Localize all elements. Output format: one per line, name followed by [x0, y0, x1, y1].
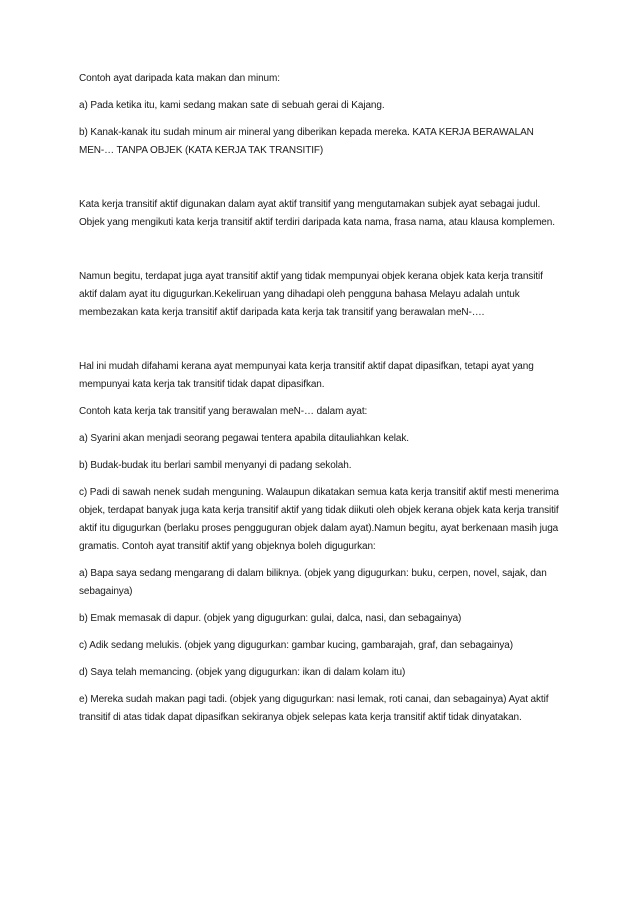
paragraph: e) Mereka sudah makan pagi tadi. (objek yang digugurkan: nasi lemak, roti canai, dan sebagainya) Ayat aktif transitif di atas tidak dapat dipasifkan sekiranya objek selepas kata kerja transitif aktif tidak dinyatakan. [79, 694, 549, 723]
paragraph: b) Emak memasak di dapur. (objek yang digugurkan: gulai, dalca, nasi, dan sebagainya) [79, 613, 462, 624]
paragraph: Hal ini mudah difahami kerana ayat mempunyai kata kerja transitif aktif dapat dipasifkan, tetapi ayat yang mempunyai kata kerja tak transitif tidak dapat dipasifkan. [79, 361, 534, 390]
paragraph: b) Kanak-kanak itu sudah minum air mineral yang diberikan kepada mereka. KATA KERJA BERAWALAN MEN-… TANPA OBJEK (KATA KERJA TAK TRANSITIF) [79, 127, 534, 156]
paragraph: Contoh kata kerja tak transitif yang berawalan meN-… dalam ayat: [79, 406, 368, 417]
paragraph: a) Bapa saya sedang mengarang di dalam biliknya. (objek yang digugurkan: buku, cerpen, novel, sajak, dan sebagainya) [79, 568, 547, 597]
paragraph: Contoh ayat daripada kata makan dan minum: [79, 73, 280, 84]
paragraph: c) Padi di sawah nenek sudah menguning. Walaupun dikatakan semua kata kerja transitif aktif mesti menerima objek, terdapat banyak juga kata kerja transitif aktif yang tidak diikuti oleh objek kerana objek kata kerja transitif aktif itu digugurkan (berlaku proses pengguguran objek dalam ayat).Namun begitu, ayat berkenaan masih juga gramatis. Contoh ayat transitif aktif yang objeknya boleh digugurkan: [79, 487, 559, 552]
paragraph: Namun begitu, terdapat juga ayat transitif aktif yang tidak mempunyai objek kerana objek kata kerja transitif aktif dalam ayat itu digugurkan.Kekeliruan yang dihadapi oleh pengguna bahasa Melayu adalah untuk membezakan kata kerja transitif aktif daripada kata kerja tak transitif yang berawalan meN-…. [79, 271, 543, 318]
paragraph: c) Adik sedang melukis. (objek yang digugurkan: gambar kucing, gambarajah, graf, dan sebagainya) [79, 640, 513, 651]
paragraph: a) Pada ketika itu, kami sedang makan sate di sebuah gerai di Kajang. [79, 100, 385, 111]
paragraph: Kata kerja transitif aktif digunakan dalam ayat aktif transitif yang mengutamakan subjek ayat sebagai judul. Objek yang mengikuti kata kerja transitif aktif terdiri daripada kata nama, frasa nama, atau klausa komplemen. [79, 199, 555, 228]
paragraph: a) Syarini akan menjadi seorang pegawai tentera apabila ditauliahkan kelak. [79, 433, 409, 444]
paragraph: d) Saya telah memancing. (objek yang digugurkan: ikan di dalam kolam itu) [79, 667, 406, 678]
document-body [79, 70, 563, 727]
paragraph: b) Budak-budak itu berlari sambil menyanyi di padang sekolah. [79, 460, 352, 471]
